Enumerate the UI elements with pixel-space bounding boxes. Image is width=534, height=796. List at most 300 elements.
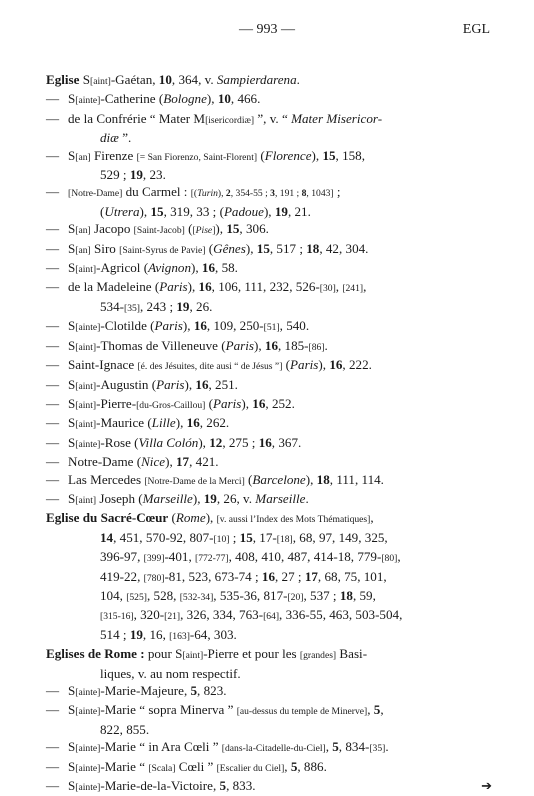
- text-run: S: [68, 318, 76, 334]
- text-run: 529 ;: [100, 167, 130, 183]
- text-run: 15: [322, 147, 336, 163]
- text-run: [30]: [319, 283, 336, 295]
- text-run: .: [324, 337, 328, 353]
- index-entry-line: [46, 356, 494, 375]
- index-body: [46, 71, 494, 796]
- text-run: -Catherine (: [100, 91, 164, 107]
- text-run: [ainte]: [75, 438, 101, 450]
- text-run: [ainte]: [75, 743, 101, 755]
- text-run: , 306.: [239, 221, 269, 237]
- text-run: Villa Colón: [138, 434, 199, 450]
- text-run: -Marie-de-la-Victoire,: [100, 778, 220, 794]
- text-run: 19: [129, 167, 143, 183]
- text-run: 19: [203, 490, 217, 506]
- text-run: Nice: [141, 454, 166, 470]
- text-run: S: [68, 337, 76, 353]
- index-entry-line: [46, 587, 494, 606]
- text-run: 17: [304, 568, 318, 584]
- text-run: [au-dessus du temple de Minerve]: [236, 706, 368, 718]
- text-run: [aint]: [75, 399, 97, 411]
- entry-dash: —: [46, 337, 60, 353]
- text-run: ,: [370, 510, 374, 526]
- text-run: , 354-55 ;: [230, 188, 271, 200]
- text-run: Utrera: [104, 203, 140, 219]
- entry-dash: —: [46, 415, 60, 431]
- text-run: 8: [301, 188, 307, 200]
- text-run: [an]: [75, 151, 91, 163]
- running-head: EGL: [462, 22, 490, 37]
- entry-dash: —: [46, 395, 60, 411]
- text-run: [18]: [276, 533, 293, 545]
- text-run: -401,: [164, 549, 195, 565]
- text-run: ),: [184, 376, 196, 392]
- entry-dash: —: [46, 471, 60, 487]
- text-run: [241]: [342, 283, 364, 295]
- text-run: , 833.: [226, 778, 256, 794]
- text-run: [aint]: [75, 494, 97, 506]
- text-run: [ainte]: [75, 762, 101, 774]
- text-run: [aint]: [75, 341, 97, 353]
- text-run: -Rose (: [100, 434, 139, 450]
- text-run: [an]: [75, 225, 91, 237]
- text-run: [(: [190, 188, 198, 200]
- text-run: ;: [333, 184, 341, 200]
- index-entry-line: [46, 777, 494, 796]
- text-run: -Agricol (: [96, 260, 149, 276]
- text-run: , 68, 75, 101,: [317, 568, 387, 584]
- text-run: ,: [325, 739, 333, 755]
- text-run: 5: [332, 739, 339, 755]
- index-entry-line: [46, 606, 494, 625]
- entry-dash: —: [46, 184, 60, 200]
- text-run: , 451, 570-92, 807-: [113, 529, 214, 545]
- text-run: 19: [274, 203, 288, 219]
- index-entry-line: [46, 129, 494, 146]
- text-run: Paris: [225, 337, 254, 353]
- text-run: ,: [335, 279, 343, 295]
- text-run: [aint]: [182, 650, 204, 662]
- entry-dash: —: [46, 376, 60, 392]
- text-run: -Pierre-: [96, 395, 137, 411]
- text-run: Paris: [213, 395, 242, 411]
- text-run: Bologne: [163, 91, 207, 107]
- text-run: [é. des Jésuites, dite ausi “ de Jésus ”]: [137, 361, 283, 373]
- text-run: ),: [305, 471, 317, 487]
- text-run: [ainte]: [75, 687, 101, 698]
- index-entry-line: [46, 317, 494, 336]
- text-run: , 326, 334, 763-: [180, 607, 264, 623]
- text-run: S: [68, 376, 76, 392]
- text-run: 5: [290, 758, 298, 774]
- text-run: Sampierdarena: [216, 72, 297, 87]
- text-run: , 421.: [189, 454, 219, 470]
- text-run: [315-16]: [100, 611, 134, 623]
- text-run: , 1043]: [306, 188, 334, 200]
- text-run: [du-Gros-Caillou]: [136, 399, 206, 411]
- text-run: 18: [306, 240, 320, 256]
- text-run: [Notre-Dame de la Merci]: [144, 475, 245, 487]
- index-entry-line: [46, 414, 494, 433]
- text-run: Cœli ”: [175, 758, 217, 774]
- text-run: Firenze: [90, 147, 137, 163]
- index-entry-line: [46, 529, 494, 548]
- text-run: .: [305, 490, 309, 506]
- index-heading-line: [46, 71, 494, 90]
- text-run: -Thomas de Villeneuve (: [96, 337, 226, 353]
- text-run: 10: [217, 91, 231, 107]
- entry-dash: —: [46, 454, 60, 470]
- entry-dash: —: [46, 778, 60, 794]
- text-run: , 466.: [230, 91, 261, 107]
- text-run: , 111, 114.: [329, 471, 384, 487]
- text-run: ,: [363, 279, 367, 295]
- entry-dash: —: [46, 110, 60, 126]
- text-run: de la Confrérie “ Mater M: [68, 110, 206, 126]
- text-run: Mater Misericor-: [291, 110, 383, 126]
- text-run: -Augustin (: [96, 376, 157, 392]
- text-run: Las Mercedes: [68, 471, 145, 487]
- text-run: [ainte]: [75, 706, 101, 718]
- text-run: 18: [316, 471, 330, 487]
- index-entry-line: [46, 203, 494, 220]
- text-run: S: [68, 758, 76, 774]
- text-run: , 364, v.: [171, 72, 217, 87]
- text-run: , 185-: [277, 337, 309, 353]
- text-run: [772-77]: [195, 553, 229, 565]
- text-run: .: [296, 72, 300, 87]
- text-run: [ainte]: [75, 322, 101, 334]
- text-run: 15: [239, 529, 253, 545]
- text-run: S: [68, 221, 76, 237]
- text-run: Rome: [175, 510, 206, 526]
- continuation-arrow-icon: ➔: [481, 778, 492, 794]
- entry-dash: —: [46, 702, 60, 718]
- entry-dash: —: [46, 318, 60, 334]
- text-run: 19: [176, 298, 190, 314]
- text-run: Siro: [90, 240, 120, 256]
- text-run: 16: [195, 376, 209, 392]
- text-run: , 262.: [199, 415, 230, 431]
- text-run: , 535-36, 817-: [213, 587, 288, 603]
- text-run: -Marie “ sopra Minerva ”: [100, 702, 237, 718]
- text-run: , 528,: [146, 587, 180, 603]
- index-entry-line: [46, 758, 494, 777]
- index-entry-line: [46, 240, 494, 259]
- text-run: Pise: [195, 225, 213, 237]
- text-run: Notre-Dame (: [68, 454, 142, 470]
- entry-dash: —: [46, 147, 60, 163]
- text-run: , 16,: [142, 626, 170, 642]
- text-run: Joseph (: [96, 490, 143, 506]
- text-run: ),: [206, 91, 218, 107]
- text-run: -Marie “: [100, 758, 149, 774]
- text-run: -Maurice (: [96, 415, 152, 431]
- text-run: -Marie “ in Ara Cœli ”: [100, 739, 222, 755]
- index-entry-line: [46, 298, 494, 317]
- text-run: ”, v. “: [254, 110, 292, 126]
- entry-dash: —: [46, 490, 60, 506]
- text-run: [399]: [143, 553, 165, 565]
- text-run: [80]: [381, 553, 398, 565]
- text-run: ,: [397, 549, 401, 565]
- text-run: [Saint-Jacob]: [133, 225, 185, 237]
- text-run: [21]: [164, 611, 181, 623]
- text-run: [an]: [75, 244, 91, 256]
- index-entry-line: [46, 259, 494, 278]
- text-run: [ainte]: [75, 95, 101, 107]
- text-run: diæ: [100, 130, 119, 146]
- text-run: [v. aussi l’Index des Mots Thématiques]: [216, 514, 371, 526]
- text-run: 12: [209, 434, 223, 450]
- index-entry-line: [46, 665, 494, 682]
- text-run: 5: [373, 702, 381, 718]
- text-run: , 222.: [342, 357, 372, 373]
- text-run: 419-22,: [100, 568, 144, 584]
- text-run: , 59,: [352, 587, 376, 603]
- text-run: , 27 ;: [275, 568, 305, 584]
- text-run: 5: [219, 778, 227, 794]
- text-run: -Pierre et pour les: [203, 646, 300, 662]
- text-run: 15: [150, 203, 164, 219]
- text-run: 15: [256, 240, 270, 256]
- text-run: Basi-: [336, 646, 368, 662]
- text-run: ,: [367, 702, 374, 718]
- text-run: 3: [270, 188, 275, 200]
- index-entry-line: [46, 548, 494, 567]
- text-run: , 21.: [287, 203, 311, 219]
- text-run: , 367.: [271, 434, 302, 450]
- text-run: , 408, 410, 487, 414-18, 779-: [228, 549, 382, 565]
- text-run: -81, 523, 673-74 ;: [164, 568, 262, 584]
- text-run: S: [68, 240, 76, 256]
- text-run: 16: [329, 357, 343, 373]
- page-number: — 993 —: [239, 22, 295, 37]
- entry-dash: —: [46, 758, 60, 774]
- text-run: , 540.: [279, 318, 310, 334]
- text-run: Turin: [197, 188, 218, 200]
- index-entry-line: [46, 278, 494, 297]
- text-run: 16: [261, 568, 275, 584]
- text-run: 104,: [100, 587, 127, 603]
- text-run: Paris: [290, 357, 319, 373]
- text-run: [Saint-Syrus de Pavie]: [119, 244, 206, 256]
- text-run: Barcelone: [252, 471, 306, 487]
- text-run: Eglise: [46, 72, 80, 87]
- text-run: [aint]: [75, 264, 97, 276]
- text-run: , 251.: [208, 376, 238, 392]
- text-run: -64, 303.: [189, 626, 237, 642]
- index-heading-line: [46, 645, 494, 664]
- index-entry-line: [46, 395, 494, 414]
- text-run: ),: [187, 279, 199, 295]
- text-run: 16: [198, 279, 212, 295]
- entry-dash: —: [46, 260, 60, 276]
- text-run: -Gaétan,: [110, 72, 159, 87]
- text-run: ,: [284, 758, 291, 774]
- index-entry-line: [46, 568, 494, 587]
- index-entry-line: [46, 220, 494, 239]
- text-run: , 26.: [189, 298, 213, 314]
- text-run: , 109, 250-: [206, 318, 264, 334]
- text-run: Eglise du Sacré-Cœur: [46, 510, 169, 526]
- page-header: [0, 22, 534, 42]
- text-run: 15: [226, 221, 240, 237]
- text-run: Florence: [264, 147, 312, 163]
- text-run: , 834-: [338, 739, 370, 755]
- text-run: , 243 ;: [140, 298, 177, 314]
- text-run: [: [192, 225, 196, 237]
- text-run: 10: [158, 72, 172, 87]
- text-run: [Notre-Dame]: [68, 188, 123, 200]
- text-run: S: [68, 91, 76, 107]
- text-run: ),: [192, 490, 204, 506]
- text-run: (: [282, 357, 291, 373]
- index-entry-line: [46, 434, 494, 453]
- text-run: ”.: [118, 130, 132, 146]
- text-run: , 275 ;: [222, 434, 259, 450]
- entry-dash: —: [46, 240, 60, 256]
- index-entry-line: [46, 110, 494, 129]
- text-run: , 42, 304.: [319, 240, 369, 256]
- text-run: 534-: [100, 298, 125, 314]
- text-run: [86]: [308, 341, 325, 353]
- index-heading-line: [46, 509, 494, 528]
- index-entry-line: [46, 701, 494, 720]
- text-run: 514 ;: [100, 626, 130, 642]
- index-entry-line: [46, 376, 494, 395]
- text-run: [ainte]: [75, 782, 101, 794]
- text-run: ),: [139, 203, 151, 219]
- text-run: [20]: [287, 591, 304, 603]
- text-run: -Clotilde (: [100, 318, 155, 334]
- text-run: .: [385, 739, 389, 755]
- text-run: [= San Fiorenzo, Saint-Florent]: [136, 151, 258, 163]
- text-run: [525]: [126, 591, 147, 603]
- text-run: [35]: [369, 743, 386, 755]
- text-run: ),: [182, 318, 194, 334]
- text-run: 396-97,: [100, 549, 144, 565]
- text-run: , 191 ;: [274, 188, 302, 200]
- text-run: pour S: [144, 646, 183, 662]
- entry-dash: —: [46, 683, 60, 698]
- index-entry-line: [46, 721, 494, 738]
- text-run: , 26, v.: [216, 490, 256, 506]
- text-run: S: [68, 147, 76, 163]
- text-run: S: [68, 415, 76, 431]
- text-run: Saint-Ignace: [68, 357, 138, 373]
- text-run: S: [68, 490, 76, 506]
- entry-dash: —: [46, 91, 60, 107]
- text-run: Paris: [156, 376, 185, 392]
- index-entry-line: [46, 166, 494, 183]
- text-run: 822, 855.: [100, 721, 150, 737]
- entry-dash: —: [46, 434, 60, 450]
- text-run: , 252.: [265, 395, 295, 411]
- text-run: (: [244, 471, 253, 487]
- text-run: , 319, 33 ; (: [163, 203, 224, 219]
- text-run: ),: [217, 188, 226, 200]
- text-run: ),: [175, 415, 187, 431]
- text-run: 19: [129, 626, 143, 642]
- text-run: ),: [241, 395, 253, 411]
- text-run: ),: [245, 240, 257, 256]
- text-run: Avignon: [148, 260, 191, 276]
- index-entry-line: [46, 453, 494, 470]
- text-run: Marseille: [142, 490, 193, 506]
- text-run: ;: [229, 529, 240, 545]
- text-run: [Escalier du Ciel]: [216, 762, 285, 774]
- text-run: [10]: [213, 533, 230, 545]
- text-run: , 886.: [297, 758, 327, 774]
- index-entry-line: [46, 337, 494, 356]
- text-run: (: [100, 203, 105, 219]
- text-run: [532-34]: [179, 591, 214, 603]
- text-run: ),: [263, 203, 275, 219]
- text-run: [35]: [124, 302, 140, 314]
- text-run: ),: [191, 260, 202, 276]
- text-run: de la Madeleine (: [68, 279, 160, 295]
- text-run: , 336-55, 463, 503-504,: [279, 607, 403, 623]
- text-run: 16: [252, 395, 266, 411]
- text-run: , 68, 97, 149, 325,: [292, 529, 388, 545]
- text-run: ),: [215, 221, 227, 237]
- text-run: [dans-la-Citadelle-du-Ciel]: [221, 743, 326, 755]
- text-run: , 58.: [215, 260, 238, 276]
- text-run: (: [184, 221, 193, 237]
- text-run: , 17-: [252, 529, 277, 545]
- text-run: S: [68, 778, 76, 794]
- text-run: Marseille: [255, 490, 306, 506]
- text-run: (: [205, 395, 213, 411]
- entry-dash: —: [46, 357, 60, 373]
- text-run: [grandes]: [299, 650, 337, 662]
- text-run: 17: [176, 454, 190, 470]
- index-entry-line: [46, 471, 494, 490]
- text-run: 16: [186, 415, 200, 431]
- text-run: [64]: [263, 611, 280, 623]
- text-run: Paris: [154, 318, 183, 334]
- text-run: ),: [205, 510, 217, 526]
- text-run: [780]: [143, 572, 165, 584]
- text-run: 5: [190, 683, 198, 698]
- text-run: ),: [318, 357, 330, 373]
- text-run: liques, v. au nom respectif.: [100, 665, 241, 681]
- text-run: S: [68, 739, 76, 755]
- text-run: [isericordiæ]: [205, 114, 255, 126]
- text-run: ),: [165, 454, 176, 470]
- text-run: 18: [339, 587, 353, 603]
- text-run: 16: [193, 318, 207, 334]
- index-entry-line: [46, 147, 494, 166]
- text-run: -Marie-Majeure,: [100, 683, 191, 698]
- text-run: S: [68, 395, 76, 411]
- text-run: S: [68, 260, 76, 276]
- text-run: 16: [201, 260, 216, 276]
- text-run: [aint]: [90, 76, 111, 87]
- text-run: Gênes: [213, 240, 246, 256]
- text-run: 16: [264, 337, 278, 353]
- index-entry-line: [46, 490, 494, 509]
- index-entry-line: [46, 90, 494, 109]
- text-run: , 517 ;: [269, 240, 307, 256]
- text-run: Jacopo: [90, 221, 134, 237]
- text-run: [aint]: [75, 380, 97, 392]
- index-entry-line: [46, 682, 494, 701]
- text-run: , 158,: [335, 147, 365, 163]
- text-run: du Carmel :: [122, 184, 191, 200]
- text-run: S: [68, 683, 76, 698]
- text-run: , 320-: [133, 607, 165, 623]
